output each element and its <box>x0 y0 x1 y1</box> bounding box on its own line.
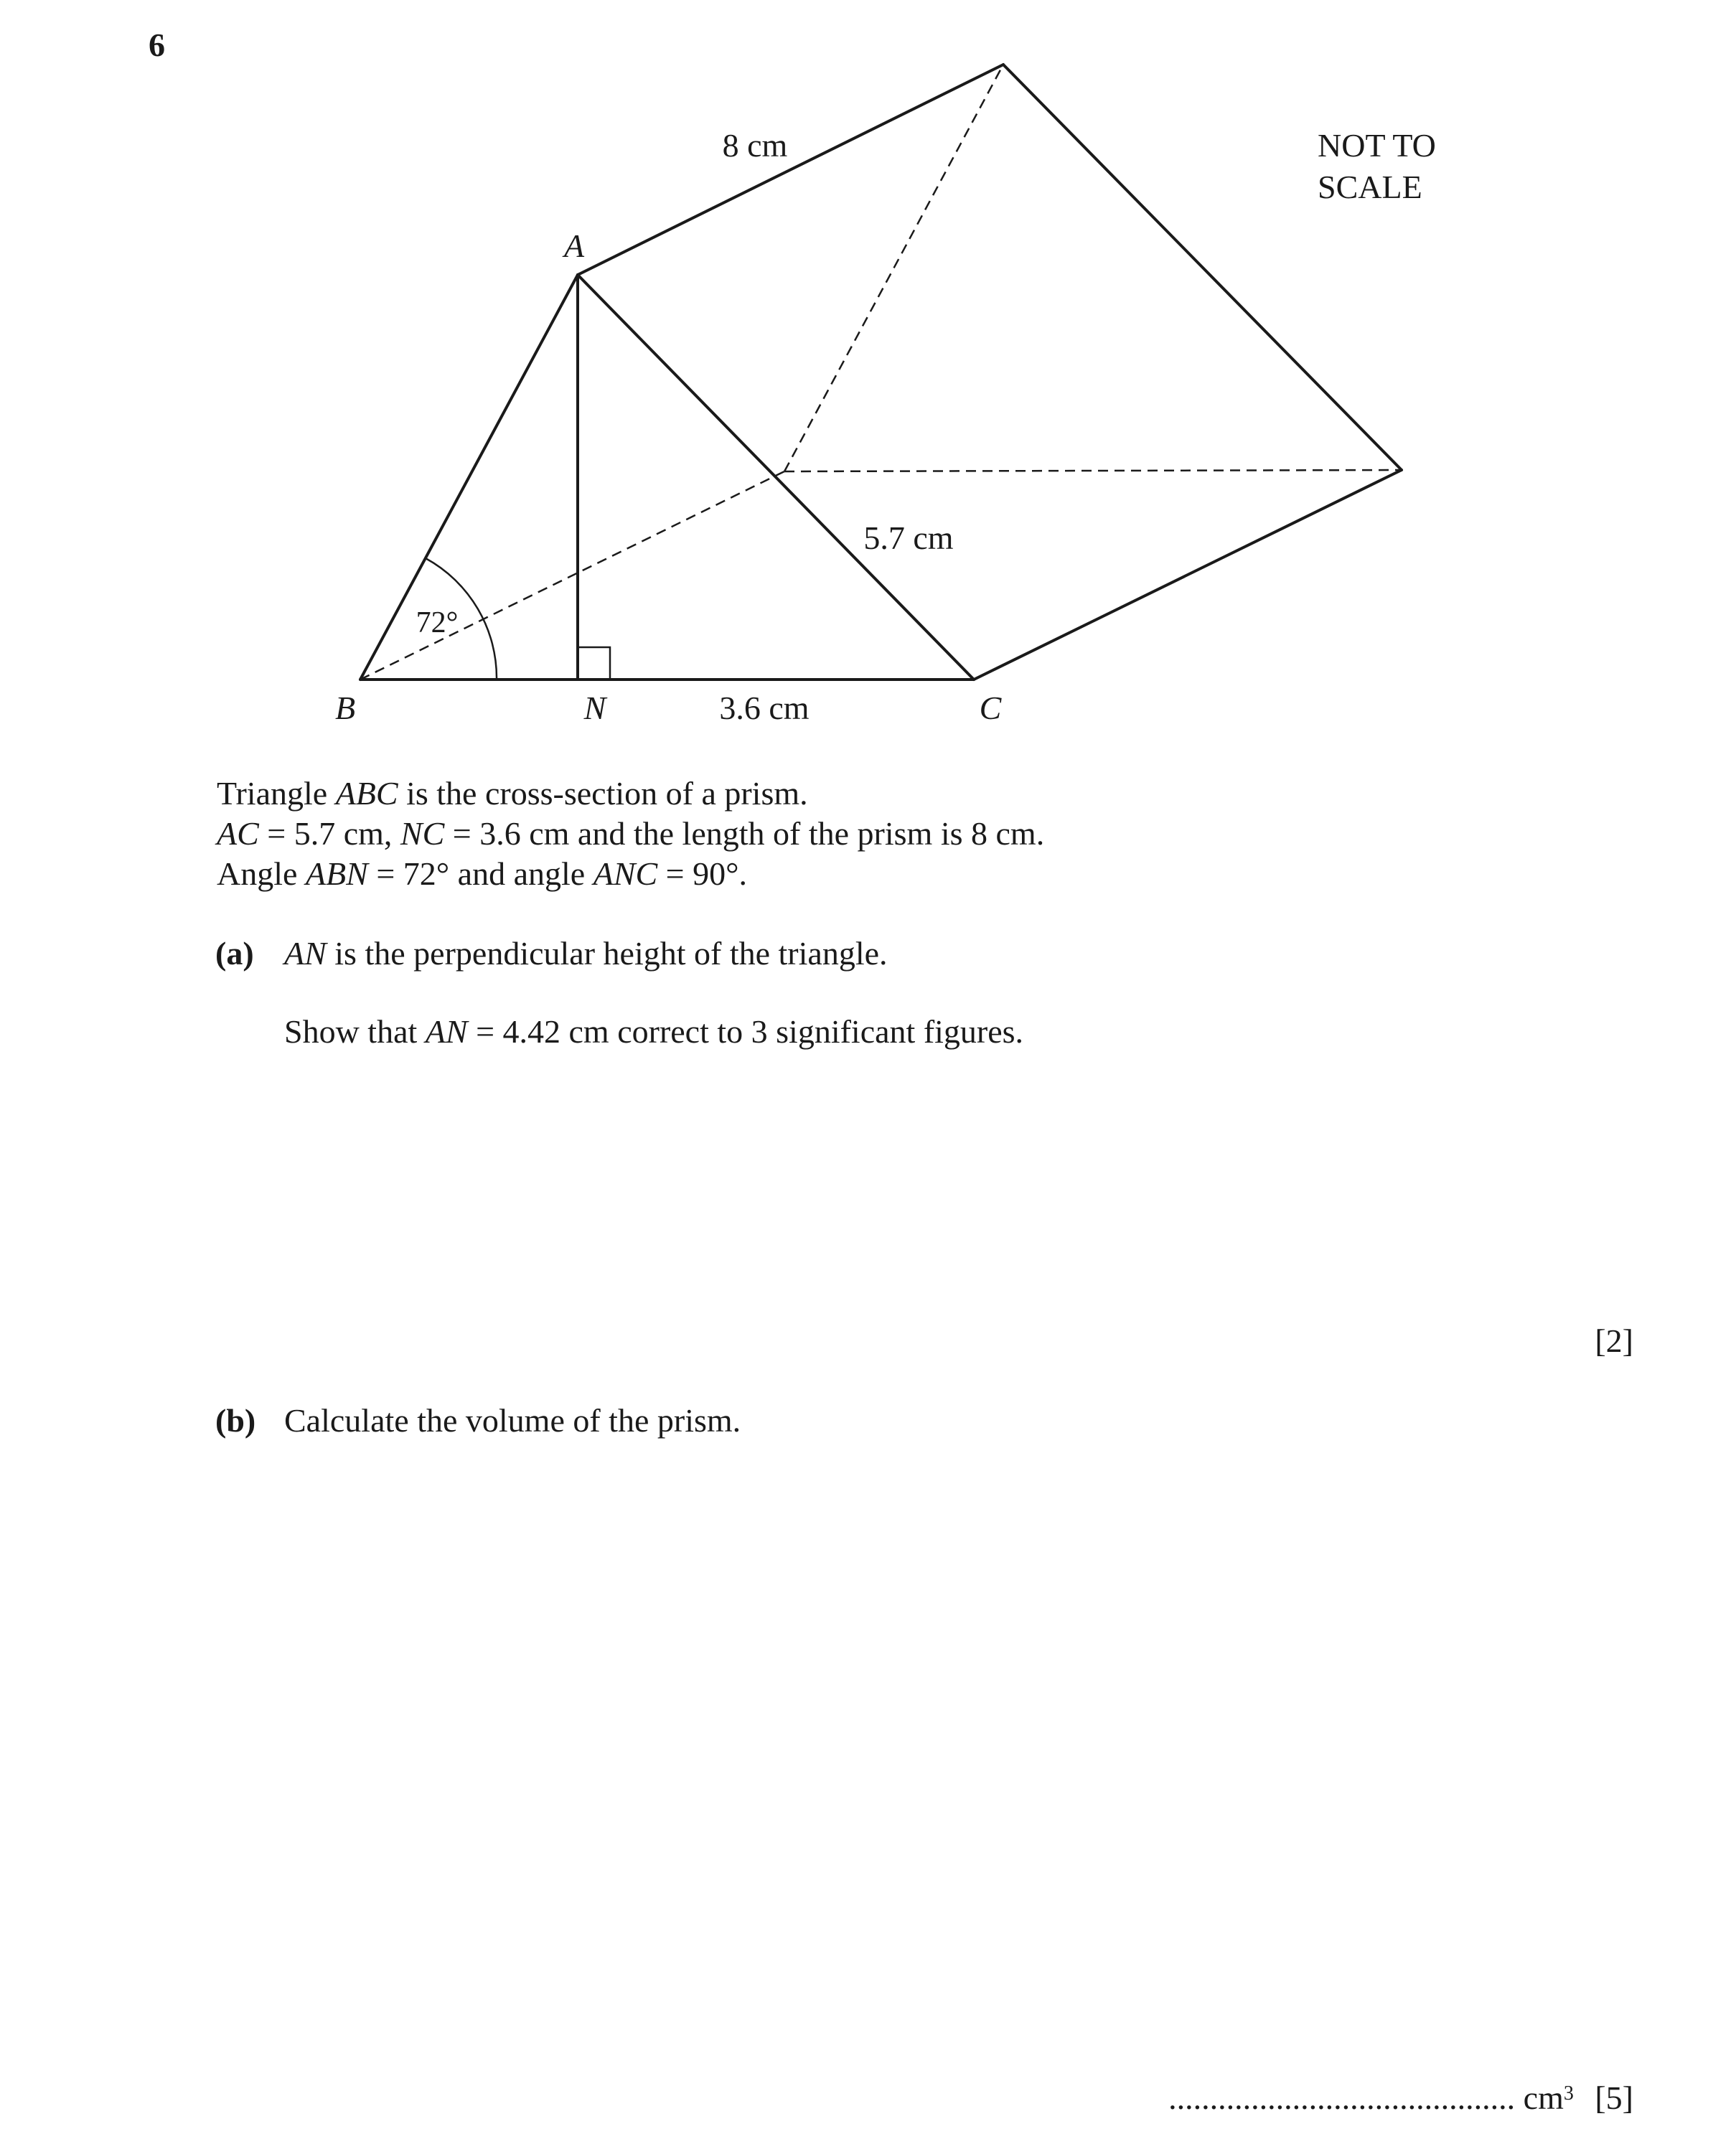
edge-bottom-length <box>974 470 1402 680</box>
question-stem <box>217 774 1044 894</box>
question-number: 6 <box>149 27 165 63</box>
label-angle: 72° <box>416 606 459 639</box>
hidden-edge-b-back <box>360 471 784 680</box>
label-vertex-b: B <box>334 690 356 726</box>
stem-line-2: AC = 5.7 cm, NC = 3.6 cm and the length of the prism is 8 cm. <box>217 815 1045 852</box>
right-angle-marker <box>578 647 610 680</box>
label-vertex-a: A <box>563 227 585 264</box>
part-b-marks: [5] <box>1595 2079 1633 2116</box>
hidden-edge-back-base <box>784 470 1402 471</box>
part-a-subtext: Show that AN = 4.42 cm correct to 3 significant figures. <box>284 1013 1024 1050</box>
label-vertex-c: C <box>979 690 1002 726</box>
not-to-scale-line2: SCALE <box>1318 169 1422 205</box>
answer-dots[interactable]: .......................................... <box>1168 2079 1516 2116</box>
stem-line-1: Triangle ABC is the cross-section of a prism. <box>217 775 808 812</box>
part-b-label: (b) <box>215 1402 256 1439</box>
hidden-edge-back-apex <box>784 65 1003 471</box>
label-hypotenuse: 5.7 cm <box>863 520 954 556</box>
part-a-label: (a) <box>215 935 254 972</box>
label-base-nc: 3.6 cm <box>719 690 810 726</box>
part-b-text: Calculate the volume of the prism. <box>284 1402 741 1439</box>
prism-diagram <box>0 0 1736 753</box>
answer-unit: $cm^3$ <box>1523 2079 1574 2116</box>
label-length: 8 cm <box>722 127 788 164</box>
part-a-marks: [2] <box>1595 1322 1633 1359</box>
label-vertex-n: N <box>583 690 606 726</box>
edge-ac <box>578 275 974 680</box>
part-b-answer-line <box>1168 2078 1633 2118</box>
edge-back-slope <box>1003 65 1402 470</box>
stem-line-3: Angle ABN = 72° and angle ANC = 90°. <box>217 855 747 892</box>
edge-ab <box>360 275 578 680</box>
part-a-text: AN is the perpendicular height of the triangle. <box>284 935 888 972</box>
edge-top-length <box>578 65 1003 275</box>
not-to-scale-line1: NOT TO <box>1318 127 1436 164</box>
